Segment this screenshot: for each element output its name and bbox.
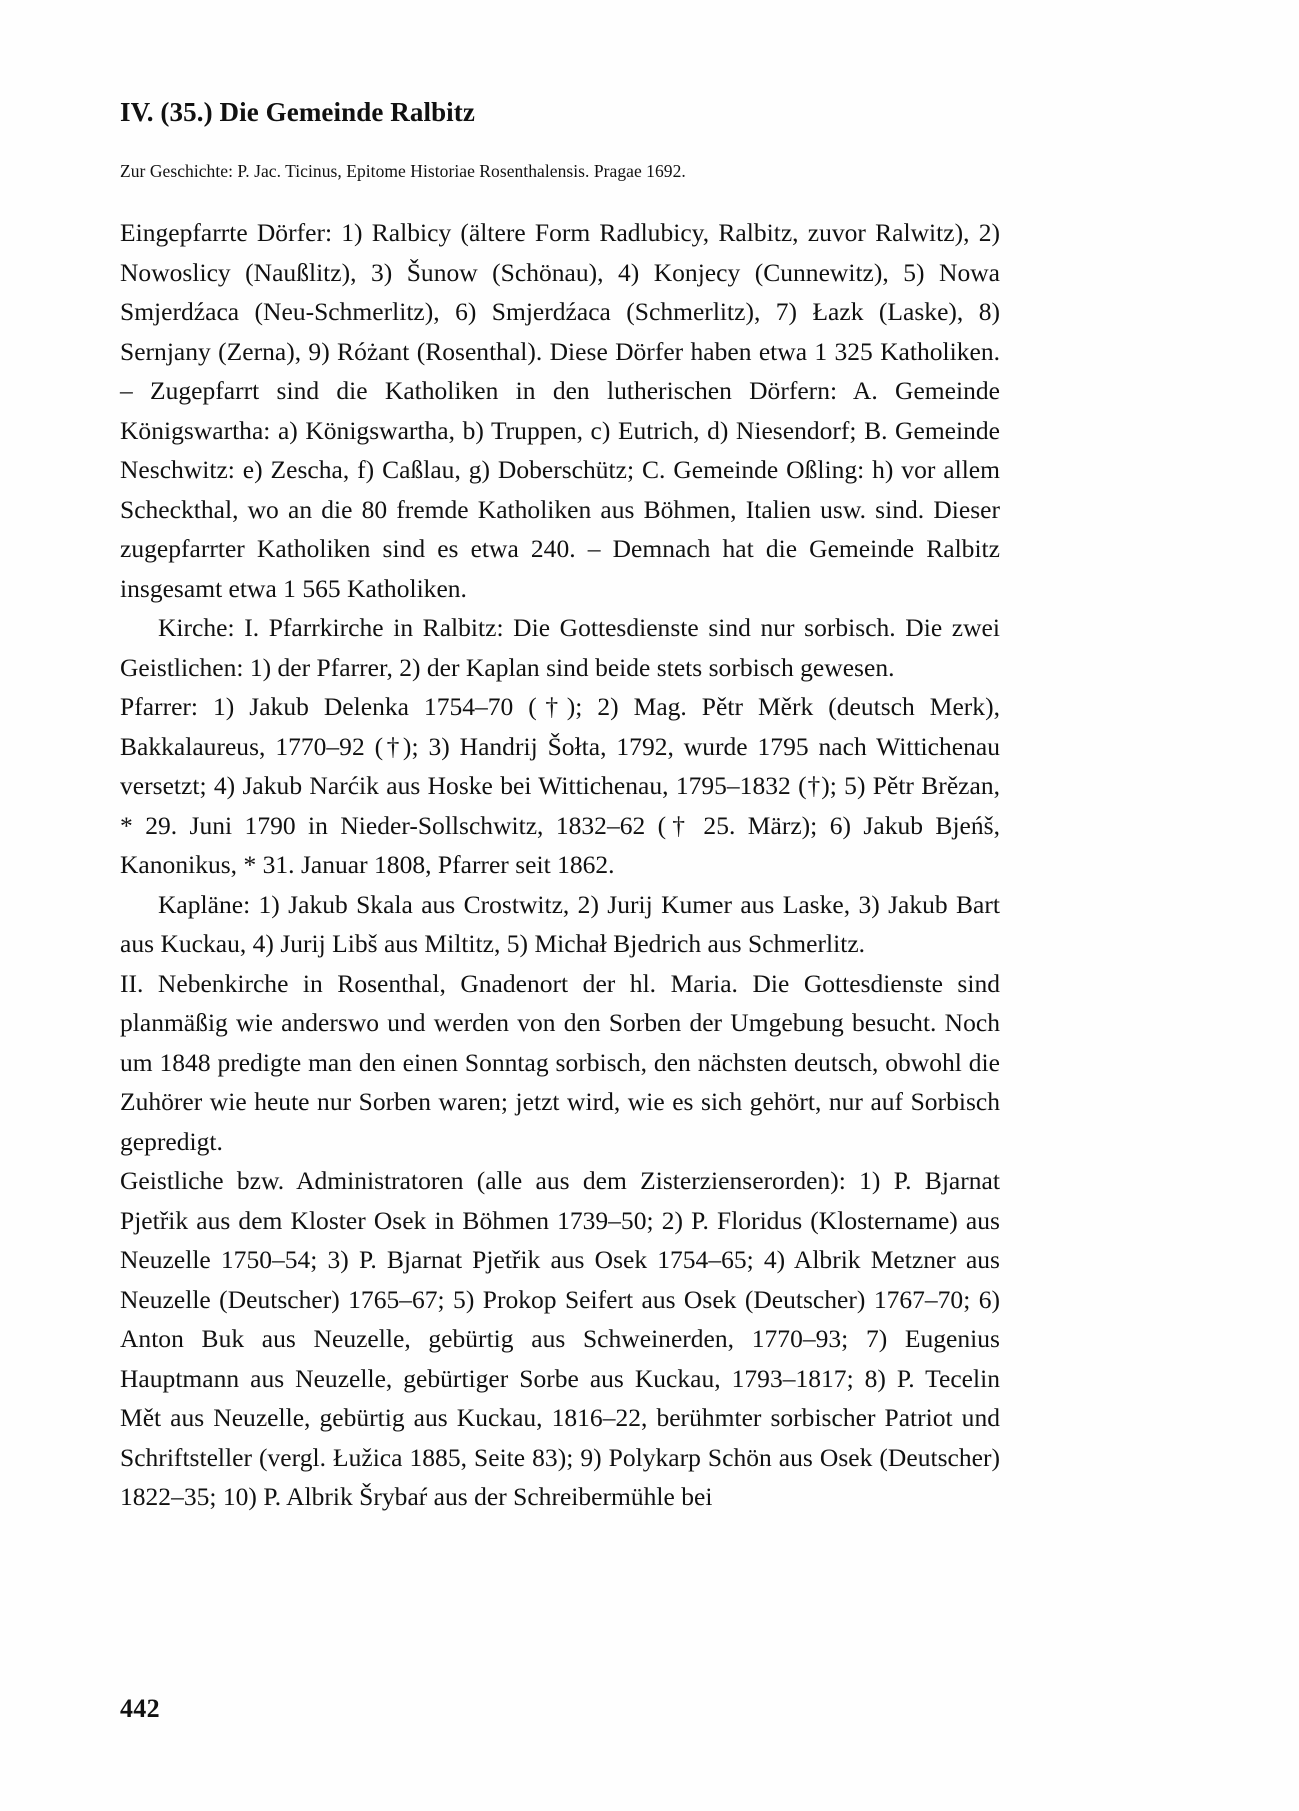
page-content: [120, 96, 1000, 1517]
source-note: Zur Geschichte: P. Jac. Ticinus, Epitome Historiae Rosenthalensis. Pragae 1692.: [120, 160, 686, 181]
paragraph-church: Kirche: I. Pfarrkirche in Ralbitz: Die Gottesdienste sind nur sorbisch. Die zwei Geistlichen: 1) der Pfarrer, 2) der Kaplan sind beide stets sorbisch gewesen.: [120, 613, 1000, 682]
page-title: IV. (35.) Die Gemeinde Ralbitz: [120, 97, 475, 127]
paragraph-kaplane: Kapläne: 1) Jakub Skala aus Crostwitz, 2) Jurij Kumer aus Laske, 3) Jakub Bart aus Kuckau, 4) Jurij Libš aus Miltitz, 5) Michał Bjedrich aus Schmerlitz.: [120, 889, 1000, 959]
page-number: 442: [120, 1694, 160, 1723]
paragraph-administratoren: Geistliche bzw. Administratoren (alle aus dem Zisterzienserorden): 1) P. Bjarnat Pjetřik aus dem Kloster Osek in Böhmen 1739–50; 2) P. Floridus (Klostername) aus Neuzelle 1750–54; 3) P. Bjarnat Pjetřik aus Osek 1754–65; 4) Albrik Metzner aus Neuzelle (Deutscher) 1765–67; 5) Prokop Seifert aus Osek (Deutscher) 1767–70; 6) Anton Buk aus Neuzelle, gebürtig aus Schweinerden, 1770–93; 7) Eugenius Hauptmann aus Neuzelle, gebürtiger Sorbe aus Kuckau, 1793–1817; 8) P. Tecelin Mět aus Neuzelle, gebürtig aus Kuckau, 1816–22, berühmter sorbischer Patriot und Schriftsteller (vergl. Łužica 1885, Seite 83); 9) Polykarp Schön aus Osek (Deutscher) 1822–35; 10) P. Albrik Šrybaŕ aus der Schreibermühle bei: [120, 1166, 1000, 1512]
paragraph-nebenkirche: II. Nebenkirche in Rosenthal, Gnadenort der hl. Maria. Die Gottesdienste sind planmäßig wie anderswo und werden von den Sorben der Umgebung besucht. Noch um 1848 predigte man den einen Sonntag sorbisch, den nächsten deutsch, obwohl die Zuhörer wie heute nur Sorben waren; jetzt wird, wie es sich gehört, nur auf Sorbisch gepredigt.: [120, 968, 1000, 1156]
paragraph-villages: Eingepfarrte Dörfer: 1) Ralbicy (ältere Form Radlubicy, Ralbitz, zuvor Ralwitz), 2) Nowoslicy (Naußlitz), 3) Šunow (Schönau), 4) Konjecy (Cunnewitz), 5) Nowa Smjerdźaca (Neu-Schmerlitz), 6) Smjerdźaca (Schmerlitz), 7) Łazk (Laske), 8) Sernjany (Zerna), 9) Różant (Rosenthal). Diese Dörfer haben etwa 1 325 Katholiken. – Zugepfarrt sind die Katholiken in den lutherischen Dörfern: A. Gemeinde Königswartha: a) Königswartha, b) Truppen, c) Eutrich, d) Niesendorf; B. Gemeinde Neschwitz: e) Zescha, f) Caßlau, g) Doberschütz; C. Gemeinde Oßling: h) vor allem Scheckthal, wo an die 80 fremde Katholiken aus Böhmen, Italien usw. sind. Dieser zugepfarrter Katholiken sind es etwa 240. – Demnach hat die Gemeinde Ralbitz insgesamt etwa 1 565 Katholiken.: [120, 218, 1000, 603]
paragraph-pfarrer: Pfarrer: 1) Jakub Delenka 1754–70 (†); 2) Mag. Pětr Měrk (deutsch Merk), Bakkalaureus, 1770–92 (†); 3) Handrij Šołta, 1792, wurde 1795 nach Wittichenau versetzt; 4) Jakub Narćik aus Hoske bei Wittichenau, 1795–1832 (†); 5) Pětr Brězan, * 29. Juni 1790 in Nieder-Sollschwitz, 1832–62 († 25. März); 6) Jakub Bjeńš, Kanonikus, * 31. Januar 1808, Pfarrer seit 1862.: [120, 692, 1000, 880]
